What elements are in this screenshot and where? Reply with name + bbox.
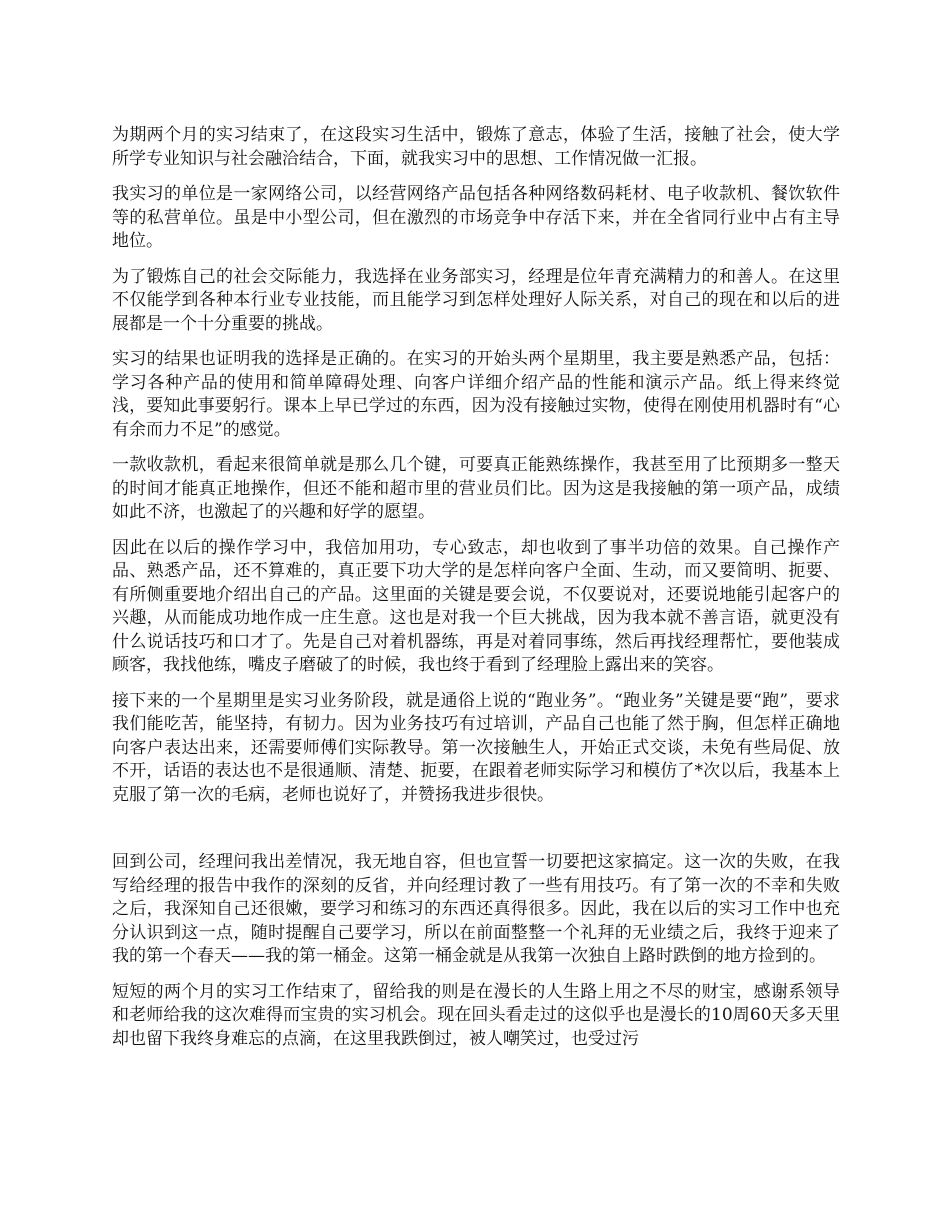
paragraph-5: 一款收款机，看起来很简单就是那么几个键，可要真正能熟练操作，我甚至用了比预期多一整天的时间才能真正地操作，但还不能和超市里的营业员们比。因为这是我接触的第一项产品，成绩如此不济，也激起了的兴趣和好学的愿望。 bbox=[112, 455, 840, 522]
paragraph-1: 为期两个月的实习结束了，在这段实习生活中，锻炼了意志，体验了生活，接触了社会，使大学所学专业知识与社会融洽结合，下面，就我实习中的思想、工作情况做一汇报。 bbox=[112, 125, 840, 169]
paragraph-7: 接下来的一个星期里是实习业务阶段，就是通俗上说的“跑业务”。“跑业务”关键是要“跑”，要求我们能吃苦，能坚持，有韧力。因为业务技巧有过培训，产品自己也能了然于胸，但怎样正确地向客户表达出来，还需要师傅们实际教导。第一次接触生人，开始正式交谈，未免有些局促、放不开，话语的表达也不是很通顺、清楚、扼要，在跟着老师实际学习和模仿了*次以后，我基本上克服了第一次的毛病，老师也说好了，并赞扬我进步很快。 bbox=[112, 690, 840, 805]
paragraph-2: 我实习的单位是一家网络公司，以经营网络产品包括各种网络数码耗材、电子收款机、餐饮软件等的私营单位。虽是中小型公司，但在激烈的市场竞争中存活下来，并在全省同行业中占有主导地位。 bbox=[112, 184, 840, 251]
document-body bbox=[112, 124, 840, 1063]
paragraph-9: 短短的两个月的实习工作结束了，留给我的则是在漫长的人生路上用之不尽的财宝，感谢系领导和老师给我的这次难得而宝贵的实习机会。现在回头看走过的这似乎也是漫长的10周60天多天里却也留下我终身难忘的点滴，在这里我跌倒过，被人嘲笑过，也受过污 bbox=[112, 981, 840, 1049]
paragraph-6: 因此在以后的操作学习中，我倍加用功，专心致志，却也收到了事半功倍的效果。自己操作产品、熟悉产品，还不算难的，真正要下功大学的是怎样向客户全面、生动，而又要简明、扼要、有所侧重要地介绍出自己的产品。这里面的关键是要会说，不仅要说对，还要说地能引起客户的兴趣，从而能成功地作成一庄生意。这也是对我一个巨大挑战，因为我本就不善言语，就更没有什么说话技巧和口才了。先是自己对着机器练，再是对着同事练，然后再找经理帮忙，要他装成顾客，我找他练，嘴皮子磨破了的时候，我也终于看到了经理脸上露出来的笑容。 bbox=[112, 537, 840, 675]
paragraph-gap bbox=[112, 819, 840, 851]
paragraph-4: 实习的结果也证明我的选择是正确的。在实习的开始头两个星期里，我主要是熟悉产品，包括：学习各种产品的使用和简单障碍处理、向客户详细介绍产品的性能和演示产品。纸上得来终觉浅，要知此事要躬行。课本上早已学过的东西，因为没有接触过实物，使得在刚使用机器时有“心有余而力不足”的感觉。 bbox=[112, 349, 840, 440]
paragraph-8: 回到公司，经理问我出差情况，我无地自容，但也宣誓一切要把这家搞定。这一次的失败，在我写给经理的报告中我作的深刻的反省，并向经理讨教了一些有用技巧。有了第一次的不幸和失败之后，我深知自己还很嫩，要学习和练习的东西还真得很多。因此，我在以后的实习工作中也充分认识到这一点，随时提醒自己要学习，所以在前面整整一个礼拜的无业绩之后，我终于迎来了我的第一个春天——我的第一桶金。这第一桶金就是从我第一次独自上路时跌倒的地方捡到的。 bbox=[112, 852, 840, 966]
paragraph-3: 为了锻炼自己的社会交际能力，我选择在业务部实习，经理是位年青充满精力的和善人。在这里不仅能学到各种本行业专业技能，而且能学习到怎样处理好人际关系，对自己的现在和以后的进展都是一个十分重要的挑战。 bbox=[112, 266, 840, 334]
